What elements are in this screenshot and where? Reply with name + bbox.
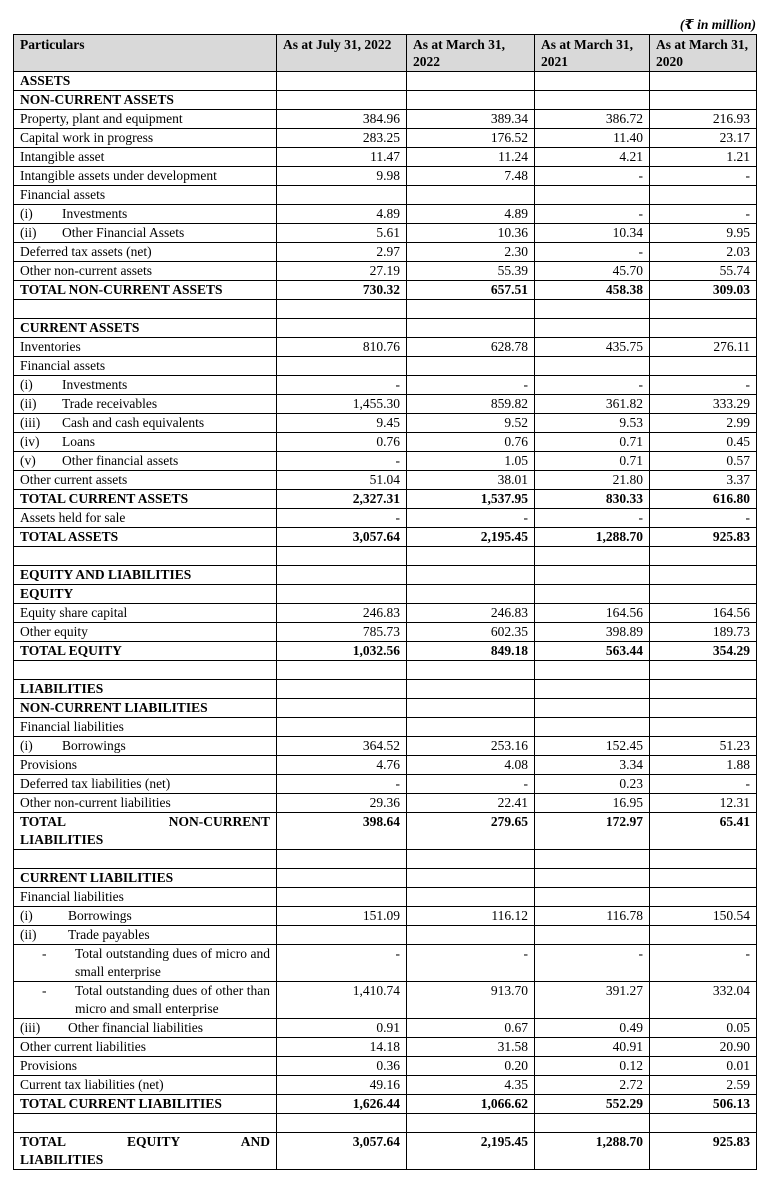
row-marker: (ii): [20, 225, 37, 240]
cell-value: 31.58: [407, 1038, 535, 1057]
cell-value: -: [277, 775, 407, 794]
cell-value: 435.75: [535, 338, 650, 357]
table-row: [14, 129, 757, 148]
cell-value: 12.31: [650, 794, 757, 813]
cell-value: 164.56: [650, 604, 757, 623]
row-label: Property, plant and equipment: [14, 110, 277, 129]
cell-value: 5.61: [277, 224, 407, 243]
cell-value: 7.48: [407, 167, 535, 186]
col-particulars: Particulars: [14, 35, 277, 72]
col-mar-2020: As at March 31, 2020: [650, 35, 757, 72]
section-heading: [14, 91, 757, 110]
table-row: [14, 623, 757, 642]
row-label: Financial assets: [14, 357, 277, 376]
row-label-text: Other financial assets: [62, 453, 179, 468]
cell-value: -: [407, 945, 535, 982]
cell-value: 1.88: [650, 756, 757, 775]
row-label: Financial liabilities: [14, 718, 277, 737]
cell-value: 1,626.44: [277, 1095, 407, 1114]
table-row: [14, 982, 757, 1019]
row-label: Provisions: [14, 756, 277, 775]
row-label: TOTAL CURRENT LIABILITIES: [14, 1095, 277, 1114]
row-label: [14, 945, 277, 982]
cell-value: 0.20: [407, 1057, 535, 1076]
cell-value: 1,288.70: [535, 1133, 650, 1170]
cell-value: 0.71: [535, 433, 650, 452]
table-row: [14, 1057, 757, 1076]
cell-value: 116.78: [535, 907, 650, 926]
cell-value: 152.45: [535, 737, 650, 756]
cell-value: -: [407, 509, 535, 528]
col-mar-2021: As at March 31, 2021: [535, 35, 650, 72]
cell-value: 150.54: [650, 907, 757, 926]
table-row: [14, 243, 757, 262]
cell-value: 0.76: [277, 433, 407, 452]
cell-value: 0.76: [407, 433, 535, 452]
row-marker: -: [42, 983, 47, 998]
col-mar-2022: As at March 31, 2022: [407, 35, 535, 72]
cell-value: 11.24: [407, 148, 535, 167]
cell-value: 4.21: [535, 148, 650, 167]
total-row: [14, 813, 757, 850]
cell-value: 189.73: [650, 623, 757, 642]
row-label: Other equity: [14, 623, 277, 642]
cell-value: 830.33: [535, 490, 650, 509]
cell-value: 9.45: [277, 414, 407, 433]
cell-value: 4.76: [277, 756, 407, 775]
cell-value: 354.29: [650, 642, 757, 661]
table-row: [14, 888, 757, 907]
row-label-line: TOTAL EQUITY AND: [20, 1134, 270, 1149]
row-label-line: LIABILITIES: [20, 832, 104, 847]
cell-value: 458.38: [535, 281, 650, 300]
cell-value: 10.34: [535, 224, 650, 243]
cell-value: 628.78: [407, 338, 535, 357]
section-heading: [14, 680, 757, 699]
cell-value: 0.05: [650, 1019, 757, 1038]
row-label: Assets held for sale: [14, 509, 277, 528]
cell-value: 2,195.45: [407, 1133, 535, 1170]
row-label-text: Other Financial Assets: [62, 225, 185, 240]
cell-value: 9.52: [407, 414, 535, 433]
cell-value: -: [650, 167, 757, 186]
row-label: [14, 205, 277, 224]
cell-value: 332.04: [650, 982, 757, 1019]
cell-value: 2.03: [650, 243, 757, 262]
row-label: [14, 813, 277, 850]
balance-sheet-table: [13, 34, 757, 1170]
heading-equity-and-liabilities: EQUITY AND LIABILITIES: [14, 566, 277, 585]
cell-value: 361.82: [535, 395, 650, 414]
cell-value: 65.41: [650, 813, 757, 850]
cell-value: 506.13: [650, 1095, 757, 1114]
row-marker: (ii): [20, 927, 37, 942]
row-label: TOTAL CURRENT ASSETS: [14, 490, 277, 509]
row-label: Capital work in progress: [14, 129, 277, 148]
row-marker: (v): [20, 453, 36, 468]
cell-value: 389.34: [407, 110, 535, 129]
unit-note: (₹ in million): [679, 17, 756, 32]
section-heading: [14, 699, 757, 718]
cell-value: -: [407, 775, 535, 794]
header-row: [14, 35, 757, 72]
row-label: [14, 452, 277, 471]
cell-value: -: [535, 167, 650, 186]
cell-value: 1,410.74: [277, 982, 407, 1019]
heading-current-liabilities: CURRENT LIABILITIES: [14, 869, 277, 888]
cell-value: 333.29: [650, 395, 757, 414]
row-label: [14, 414, 277, 433]
cell-value: 0.71: [535, 452, 650, 471]
table-row: [14, 794, 757, 813]
row-label-text: Loans: [62, 434, 95, 449]
table-row: [14, 167, 757, 186]
row-label: Other current assets: [14, 471, 277, 490]
total-row: [14, 281, 757, 300]
table-row: [14, 737, 757, 756]
table-row: [14, 357, 757, 376]
row-label: [14, 982, 277, 1019]
cell-value: 16.95: [535, 794, 650, 813]
cell-value: 849.18: [407, 642, 535, 661]
row-label: [14, 433, 277, 452]
section-heading: [14, 585, 757, 604]
row-label: [14, 926, 277, 945]
cell-value: 616.80: [650, 490, 757, 509]
cell-value: 3.34: [535, 756, 650, 775]
cell-value: 9.53: [535, 414, 650, 433]
cell-value: 1,066.62: [407, 1095, 535, 1114]
table-row: [14, 148, 757, 167]
cell-value: 398.64: [277, 813, 407, 850]
cell-value: 3.37: [650, 471, 757, 490]
cell-value: 2,327.31: [277, 490, 407, 509]
row-label: Equity share capital: [14, 604, 277, 623]
row-marker: (ii): [20, 396, 37, 411]
table-row: [14, 926, 757, 945]
cell-value: 176.52: [407, 129, 535, 148]
table-row: [14, 186, 757, 205]
total-row: [14, 1133, 757, 1170]
cell-value: 309.03: [650, 281, 757, 300]
cell-value: 38.01: [407, 471, 535, 490]
balance-sheet: [13, 15, 756, 1170]
row-label-text: Borrowings: [68, 908, 132, 923]
row-label: [14, 224, 277, 243]
row-label: Financial liabilities: [14, 888, 277, 907]
cell-value: 386.72: [535, 110, 650, 129]
cell-value: 0.12: [535, 1057, 650, 1076]
row-label: TOTAL NON-CURRENT ASSETS: [14, 281, 277, 300]
cell-value: 55.39: [407, 262, 535, 281]
row-marker: (iii): [20, 415, 41, 430]
total-row: [14, 528, 757, 547]
row-label: TOTAL EQUITY: [14, 642, 277, 661]
cell-value: -: [650, 509, 757, 528]
row-label: Other non-current assets: [14, 262, 277, 281]
cell-value: 4.89: [277, 205, 407, 224]
cell-value: 29.36: [277, 794, 407, 813]
row-marker: (iii): [20, 1020, 41, 1035]
table-row: [14, 224, 757, 243]
cell-value: 730.32: [277, 281, 407, 300]
cell-value: 246.83: [277, 604, 407, 623]
cell-value: 11.47: [277, 148, 407, 167]
table-row: [14, 1038, 757, 1057]
cell-value: 3,057.64: [277, 528, 407, 547]
cell-value: 9.95: [650, 224, 757, 243]
cell-value: 1,537.95: [407, 490, 535, 509]
row-label: Inventories: [14, 338, 277, 357]
table-row: [14, 718, 757, 737]
table-row: [14, 471, 757, 490]
section-heading: [14, 319, 757, 338]
table-row: [14, 1019, 757, 1038]
cell-value: 283.25: [277, 129, 407, 148]
cell-value: 563.44: [535, 642, 650, 661]
table-row: [14, 395, 757, 414]
cell-value: -: [535, 945, 650, 982]
cell-value: 51.23: [650, 737, 757, 756]
row-label: Intangible assets under development: [14, 167, 277, 186]
cell-value: 2.99: [650, 414, 757, 433]
cell-value: -: [535, 376, 650, 395]
row-label-text: Investments: [62, 377, 128, 392]
heading-assets: ASSETS: [14, 72, 277, 91]
row-marker: (i): [20, 377, 33, 392]
cell-value: 2.59: [650, 1076, 757, 1095]
cell-value: 0.91: [277, 1019, 407, 1038]
row-label: Other non-current liabilities: [14, 794, 277, 813]
row-label-text: Cash and cash equivalents: [62, 415, 205, 430]
cell-value: 14.18: [277, 1038, 407, 1057]
cell-value: 9.98: [277, 167, 407, 186]
cell-value: 45.70: [535, 262, 650, 281]
row-label: Deferred tax liabilities (net): [14, 775, 277, 794]
row-label: [14, 907, 277, 926]
row-marker: (i): [20, 206, 33, 221]
row-label: [14, 1133, 277, 1170]
cell-value: 1,288.70: [535, 528, 650, 547]
cell-value: -: [650, 376, 757, 395]
table-row: [14, 414, 757, 433]
cell-value: 602.35: [407, 623, 535, 642]
cell-value: 785.73: [277, 623, 407, 642]
cell-value: 10.36: [407, 224, 535, 243]
table-row: [14, 1076, 757, 1095]
table-row: [14, 376, 757, 395]
spacer-row: [14, 547, 757, 566]
cell-value: 1.21: [650, 148, 757, 167]
cell-value: 116.12: [407, 907, 535, 926]
cell-value: 164.56: [535, 604, 650, 623]
cell-value: -: [277, 376, 407, 395]
cell-value: 0.49: [535, 1019, 650, 1038]
heading-equity: EQUITY: [14, 585, 277, 604]
heading-non-current-assets: NON-CURRENT ASSETS: [14, 91, 277, 110]
spacer-row: [14, 850, 757, 869]
section-heading: [14, 869, 757, 888]
row-marker: (iv): [20, 434, 40, 449]
table-row: [14, 452, 757, 471]
row-label: Provisions: [14, 1057, 277, 1076]
cell-value: 552.29: [535, 1095, 650, 1114]
cell-value: 0.45: [650, 433, 757, 452]
cell-value: -: [650, 775, 757, 794]
row-label: Financial assets: [14, 186, 277, 205]
cell-value: -: [650, 945, 757, 982]
cell-value: 4.08: [407, 756, 535, 775]
spacer-row: [14, 300, 757, 319]
row-label: Deferred tax assets (net): [14, 243, 277, 262]
row-label: Intangible asset: [14, 148, 277, 167]
cell-value: 27.19: [277, 262, 407, 281]
spacer-row: [14, 1114, 757, 1133]
cell-value: 49.16: [277, 1076, 407, 1095]
row-label-text: Borrowings: [62, 738, 126, 753]
table-row: [14, 205, 757, 224]
cell-value: 23.17: [650, 129, 757, 148]
table-row: [14, 945, 757, 982]
heading-current-assets: CURRENT ASSETS: [14, 319, 277, 338]
row-marker: (i): [20, 908, 33, 923]
cell-value: 657.51: [407, 281, 535, 300]
heading-liabilities: LIABILITIES: [14, 680, 277, 699]
cell-value: 253.16: [407, 737, 535, 756]
table-row: [14, 604, 757, 623]
cell-value: 151.09: [277, 907, 407, 926]
total-row: [14, 642, 757, 661]
col-jul-2022: As at July 31, 2022: [277, 35, 407, 72]
cell-value: 0.67: [407, 1019, 535, 1038]
cell-value: 3,057.64: [277, 1133, 407, 1170]
cell-value: 216.93: [650, 110, 757, 129]
table-row: [14, 338, 757, 357]
table-row: [14, 433, 757, 452]
cell-value: 1,032.56: [277, 642, 407, 661]
table-row: [14, 907, 757, 926]
cell-value: -: [650, 205, 757, 224]
cell-value: 2.30: [407, 243, 535, 262]
cell-value: -: [277, 452, 407, 471]
cell-value: 398.89: [535, 623, 650, 642]
cell-value: 55.74: [650, 262, 757, 281]
section-heading: [14, 566, 757, 585]
cell-value: 859.82: [407, 395, 535, 414]
row-label: Other current liabilities: [14, 1038, 277, 1057]
section-heading: [14, 72, 757, 91]
row-label-line: TOTAL NON-CURRENT: [20, 814, 270, 829]
cell-value: 40.91: [535, 1038, 650, 1057]
cell-value: 279.65: [407, 813, 535, 850]
cell-value: 21.80: [535, 471, 650, 490]
heading-non-current-liabilities: NON-CURRENT LIABILITIES: [14, 699, 277, 718]
cell-value: -: [277, 945, 407, 982]
table-row: [14, 756, 757, 775]
row-marker: (i): [20, 738, 33, 753]
cell-value: 1,455.30: [277, 395, 407, 414]
cell-value: 925.83: [650, 1133, 757, 1170]
total-row: [14, 1095, 757, 1114]
cell-value: 913.70: [407, 982, 535, 1019]
table-row: [14, 509, 757, 528]
row-label-text: Trade receivables: [62, 396, 158, 411]
row-marker: -: [42, 946, 47, 961]
row-label: [14, 376, 277, 395]
cell-value: 172.97: [535, 813, 650, 850]
row-label: TOTAL ASSETS: [14, 528, 277, 547]
row-label-text: Total outstanding dues of micro and small enterprise: [75, 946, 270, 979]
cell-value: 51.04: [277, 471, 407, 490]
row-label: Current tax liabilities (net): [14, 1076, 277, 1095]
cell-value: 925.83: [650, 528, 757, 547]
table-row: [14, 262, 757, 281]
total-row: [14, 490, 757, 509]
table-row: [14, 110, 757, 129]
cell-value: 0.36: [277, 1057, 407, 1076]
cell-value: 276.11: [650, 338, 757, 357]
cell-value: 0.57: [650, 452, 757, 471]
row-label: [14, 1019, 277, 1038]
cell-value: 0.23: [535, 775, 650, 794]
row-label-text: Trade payables: [68, 927, 150, 942]
cell-value: 364.52: [277, 737, 407, 756]
cell-value: 0.01: [650, 1057, 757, 1076]
cell-value: 1.05: [407, 452, 535, 471]
cell-value: 384.96: [277, 110, 407, 129]
row-label: [14, 395, 277, 414]
cell-value: -: [535, 243, 650, 262]
row-label-line: LIABILITIES: [20, 1152, 104, 1167]
spacer-row: [14, 661, 757, 680]
row-label-text: Investments: [62, 206, 128, 221]
cell-value: -: [535, 205, 650, 224]
cell-value: -: [277, 509, 407, 528]
cell-value: 2.97: [277, 243, 407, 262]
cell-value: 11.40: [535, 129, 650, 148]
table-row: [14, 775, 757, 794]
cell-value: 246.83: [407, 604, 535, 623]
cell-value: 4.89: [407, 205, 535, 224]
cell-value: -: [407, 376, 535, 395]
cell-value: 22.41: [407, 794, 535, 813]
cell-value: 20.90: [650, 1038, 757, 1057]
cell-value: 2.72: [535, 1076, 650, 1095]
cell-value: 810.76: [277, 338, 407, 357]
row-label-text: Total outstanding dues of other than micro and small enterprise: [75, 983, 270, 1016]
cell-value: 4.35: [407, 1076, 535, 1095]
cell-value: 391.27: [535, 982, 650, 1019]
row-label: [14, 737, 277, 756]
row-label-text: Other financial liabilities: [68, 1020, 203, 1035]
cell-value: 2,195.45: [407, 528, 535, 547]
cell-value: -: [535, 509, 650, 528]
